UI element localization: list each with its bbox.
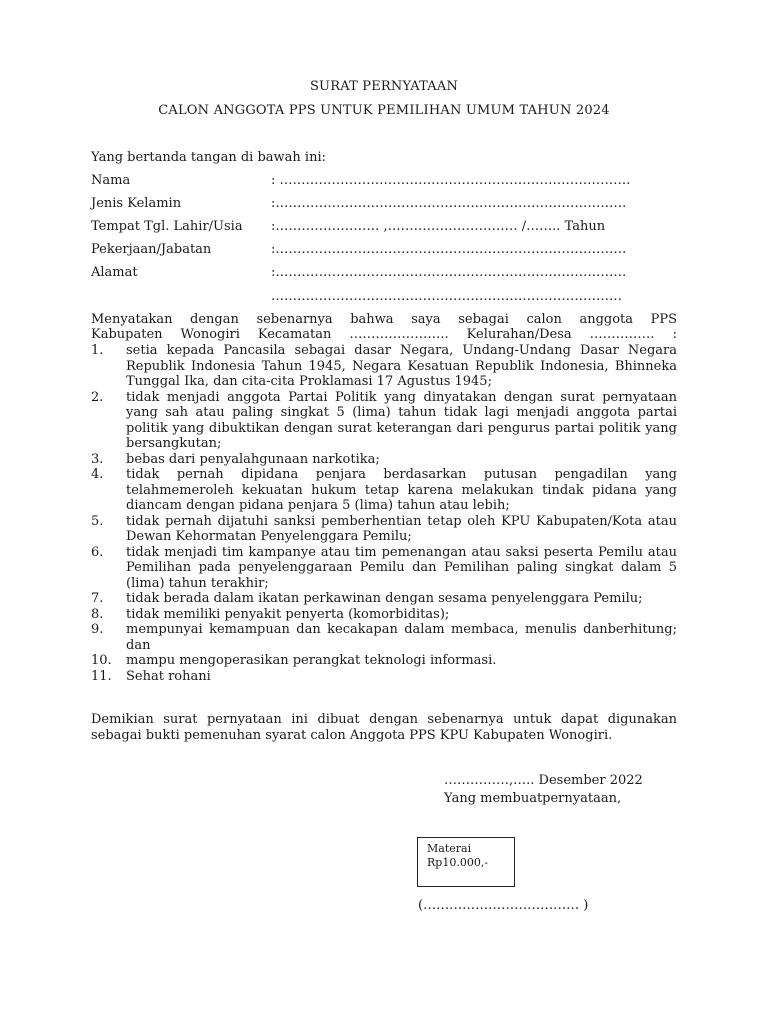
statement-line-2: Kabupaten Wonogiri Kecamatan ………………….. Kelurahan/Desa …………… : — [91, 327, 677, 342]
list-item — [91, 591, 677, 607]
list-item-number: 1. — [91, 343, 104, 358]
list-item-text: bebas dari penyalahgunaan narkotika; — [126, 451, 380, 467]
list-item — [91, 669, 677, 685]
list-item — [91, 545, 677, 592]
closing-paragraph: Demikian surat pernyataan ini dibuat dengan sebenarnya untuk dapat digunakan sebagai bukti pemenuhan syarat calon Anggota PPS KPU Kabupaten Wonogiri. — [91, 712, 677, 743]
list-item — [91, 514, 677, 545]
list-item-number: 4. — [91, 467, 104, 482]
statement-line-1: Menyatakan dengan sebenarnya bahwa saya sebagai calon anggota PPS — [91, 312, 677, 327]
list-item-text: mampu mengoperasikan perangkat teknologi informasi. — [126, 653, 497, 668]
list-item — [91, 607, 677, 623]
list-item-number: 9. — [91, 622, 104, 637]
list-item-number: 2. — [91, 389, 104, 405]
list-item — [91, 653, 677, 669]
list-item-number: 5. — [91, 513, 104, 529]
list-item-text: tidak menjadi tim kampanye atau tim pemenangan atau saksi peserta Pemilu atau Pemilihan pada penyelenggaraan Pemilu dan Pemilihan paling singkat dalam 5 (lima) tahun terakhir; — [126, 544, 677, 591]
field-label-jenis-kelamin: Jenis Kelamin — [91, 196, 182, 211]
list-item-text: tidak memiliki penyakit penyerta (komorbiditas); — [126, 606, 450, 622]
list-item-number: 11. — [91, 668, 112, 684]
list-item — [91, 343, 677, 390]
document-title: SURAT PERNYATAAN — [309, 79, 459, 94]
field-value-jenis-kelamin: :……………………………………………………………………… — [271, 196, 627, 211]
requirements-list — [91, 343, 677, 684]
field-label-ttl: Tempat Tgl. Lahir/Usia — [91, 219, 243, 234]
list-item-number: 8. — [91, 606, 104, 622]
date-line: ……………,….. Desember 2022 — [444, 773, 643, 788]
field-label-alamat: Alamat — [91, 265, 138, 280]
field-label-pekerjaan: Pekerjaan/Jabatan — [91, 242, 212, 257]
list-item — [91, 390, 677, 452]
field-value-alamat: :……………………………………………………………………… — [271, 265, 627, 280]
list-item — [91, 467, 677, 514]
list-item-number: 7. — [91, 591, 104, 606]
list-item-text: tidak pernah dijatuhi sanksi pemberhentian tetap oleh KPU Kabupaten/Kota atau Dewan Kehormatan Penyelenggara Pemilu; — [126, 513, 677, 544]
list-item-text: setia kepada Pancasila sebagai dasar Negara, Undang-Undang Dasar Negara Republik Indonesia Tahun 1945, Negara Kesatuan Republik Indonesia, Bhinneka Tunggal Ika, dan cita-cita Proklamasi 17 Agustus 1945; — [126, 343, 677, 389]
field-label-nama: Nama — [91, 173, 131, 188]
intro-text: Yang bertanda tangan di bawah ini: — [91, 150, 326, 165]
list-item-text: tidak berada dalam ikatan perkawinan dengan sesama penyelenggara Pemilu; — [126, 591, 643, 606]
field-value-ttl: :…………………… ,………………………… /…….. Tahun — [271, 219, 606, 234]
list-item-number: 6. — [91, 544, 104, 560]
list-item-text: Sehat rohani — [126, 668, 211, 684]
document-subtitle: CALON ANGGOTA PPS UNTUK PEMILIHAN UMUM TAHUN 2024 — [158, 103, 610, 118]
list-item-number: 3. — [91, 451, 104, 467]
stamp-box — [417, 837, 515, 887]
signature-line: (……………………………… ) — [418, 898, 589, 913]
list-item-text: mempunyai kemampuan dan kecakapan dalam membaca, menulis danberhitung; dan — [126, 622, 677, 653]
list-item — [91, 622, 677, 653]
list-item-text: tidak menjadi anggota Partai Politik yang dinyatakan dengan surat pernyataan yang sah atau paling singkat 5 (lima) tahun tidak lagi menjadi anggota partai politik yang dibuktikan dengan surat keterangan dari pengurus partai politik yang bersangkutan; — [126, 389, 677, 451]
field-value-alamat-cont: ……………………………………………………………………… — [271, 289, 622, 304]
maker-label: Yang membuatpernyataan, — [444, 791, 622, 806]
list-item-number: 10. — [91, 653, 112, 668]
field-value-pekerjaan: :……………………………………………………………………… — [271, 242, 627, 257]
list-item-text: tidak pernah dipidana penjara berdasarkan putusan pengadilan yang telahmemeroleh kekuatan hukum tetap karena melakukan tindak pidana yang diancam dengan pidana penjara 5 (lima) tahun atau lebih; — [126, 467, 677, 513]
field-value-nama: : ……………………………………………………………………… — [271, 173, 631, 188]
stamp-value: Rp10.000,- — [427, 856, 489, 869]
stamp-label: Materai — [427, 842, 472, 855]
list-item — [91, 452, 677, 468]
